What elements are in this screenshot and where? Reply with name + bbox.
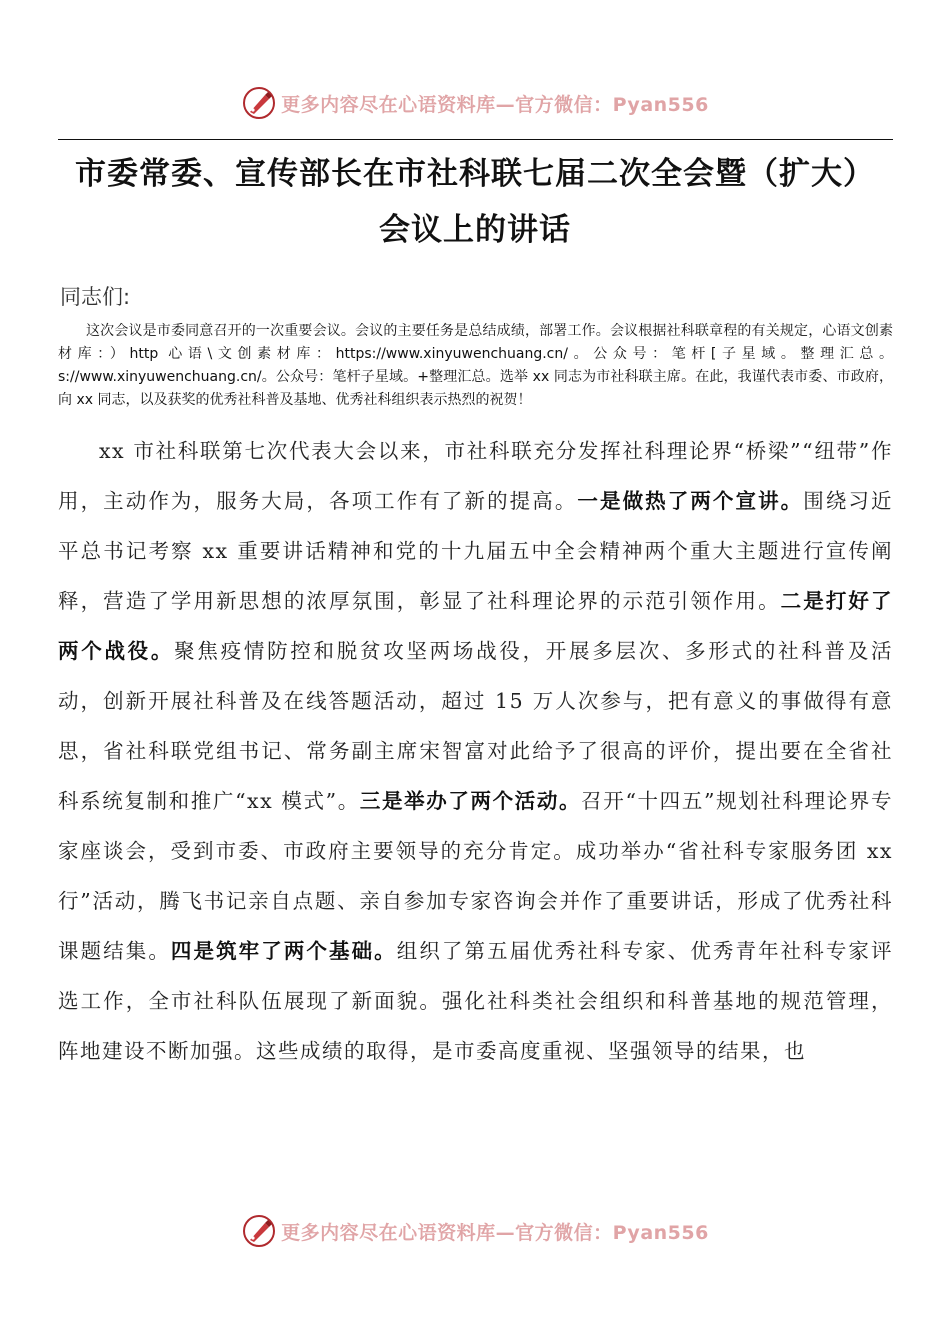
body-heading-run: 二是打好了两个战役。	[58, 589, 894, 663]
body-text-run: 聚焦疫情防控和脱贫攻坚两场战役，开展多层次、多形式的社科普及活动，创新开展社科普及在线答题活动，超过 15 万人次参与，把有意义的事做得有意思，省社科联党组书记、常务副主席宋智富对此给予了很高的评价，提出要在全省社科系统复制和推广“xx 模式”。	[58, 639, 894, 813]
body-heading-run: 三是举办了两个活动。	[359, 789, 582, 813]
header-divider	[58, 139, 893, 140]
header-banner	[0, 78, 950, 128]
body-heading-run: 一是做热了两个宣讲。	[577, 489, 804, 513]
intro-paragraph: 这次会议是市委同意召开的一次重要会议。会议的主要任务是总结成绩，部署工作。会议根据社科联章程的有关规定，心语文创素材库：）http 心语\文创素材库：https://www.xinyuwenchuang.cn/。公众号：笔杆[子星域。整理汇总。s://www.xinyuwenchuang.cn/。公众号：笔杆子星域。+整理汇总。选举 xx 同志为市社科联主席。在此，我谨代表市委、市政府，向 xx 同志，以及获奖的优秀社科普及基地、优秀社科组织表示热烈的祝贺！	[58, 323, 893, 408]
banner-text: 更多内容尽在心语资料库—官方微信：Pyan556	[281, 1221, 709, 1244]
banner-text: 更多内容尽在心语资料库—官方微信：Pyan556	[281, 93, 709, 116]
salutation: 同志们:	[60, 285, 131, 309]
body-text-run: xx 市社科联第七次代表大会以来，市社科联充分发挥社科理论界“桥梁”“纽带”作用，主动作为，服务大局，各项工作有了新的提高。	[58, 439, 893, 513]
body-text-run: 召开“十四五”规划社科理论界专家座谈会，受到市委、市政府主要领导的充分肯定。成功举办“省社科专家服务团 xx 行”活动，腾飞书记亲自点题、亲自参加专家咨询会并作了重要讲话，形成了优秀社科课题结集。	[58, 789, 893, 963]
body-text-run: 围绕习近平总书记考察 xx 重要讲话精神和党的十九届五中全会精神两个重大主题进行宣传阐释，营造了学用新思想的浓厚氛围，彰显了社科理论界的示范引领作用。	[58, 489, 894, 613]
page-title: 市委常委、宣传部长在市社科联七届二次全会暨（扩大）会议上的讲话	[75, 156, 875, 248]
pen-nib-icon	[241, 1213, 277, 1249]
body-paragraph	[58, 426, 893, 1076]
body-text-run: 组织了第五届优秀社科专家、优秀青年社科专家评选工作，全市社科队伍展现了新面貌。强化社科类社会组织和科普基地的规范管理，阵地建设不断加强。这些成绩的取得，是市委高度重视、坚强领导的结果，也	[58, 939, 894, 1063]
body-heading-run: 四是筑牢了两个基础。	[170, 939, 397, 963]
pen-nib-icon	[241, 85, 277, 121]
footer-banner	[0, 1206, 950, 1256]
